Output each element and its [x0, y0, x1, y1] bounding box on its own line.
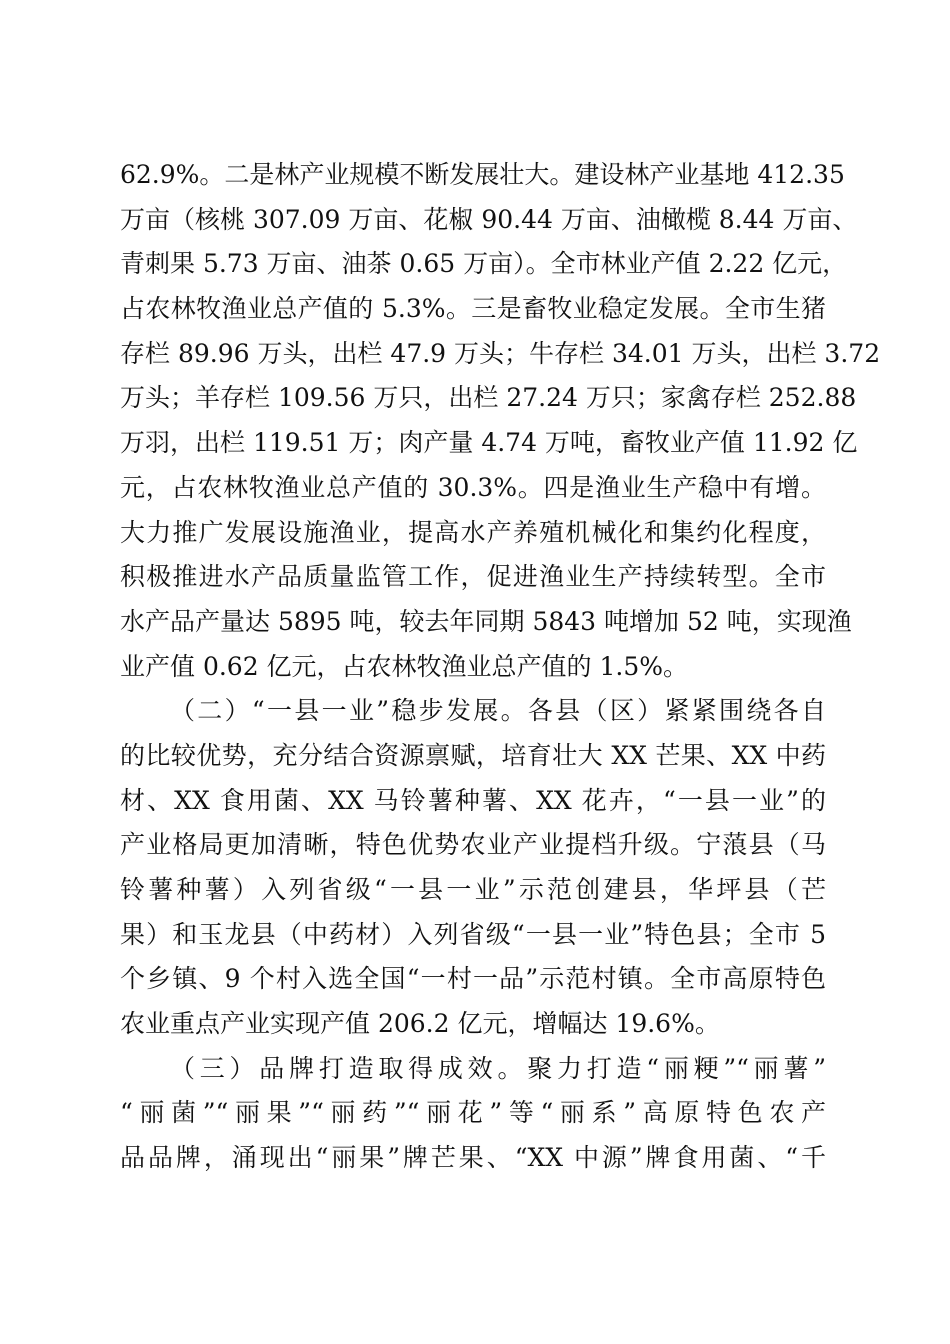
- text-line: 个乡镇、9 个村入选全国“一村一品”示范村镇。全市高原特色: [120, 964, 826, 994]
- text-line: 元，占农林牧渔业总产值的 30.3%。四是渔业生产稳中有增。: [120, 472, 826, 502]
- text-line: 品品牌，涌现出“丽果”牌芒果、“XX 中源”牌食用菌、“千: [120, 1143, 826, 1173]
- text-line: 水产品产量达 5895 吨，较去年同期 5843 吨增加 52 吨，实现渔: [120, 606, 852, 636]
- text-line: 积极推进水产品质量监管工作，促进渔业生产持续转型。全市: [120, 562, 826, 592]
- text-line: 果）和玉龙县（中药材）入列省级“一县一业”特色县；全市 5: [120, 919, 826, 949]
- text-line: 占农林牧渔业总产值的 5.3%。三是畜牧业稳定发展。全市生猪: [120, 294, 826, 324]
- text-line: 铃薯种薯）入列省级“一县一业”示范创建县，华坪县（芒: [120, 875, 826, 904]
- text-line: 材、XX 食用菌、XX 马铃薯种薯、XX 花卉，“一县一业”的: [120, 785, 826, 815]
- text-line: “丽菌”“丽果”“丽药”“丽花”等“丽系”高原特色农产: [120, 1098, 826, 1128]
- text-line: 62.9%。二是林产业规模不断发展壮大。建设林产业基地 412.35: [120, 160, 845, 189]
- text-line: 存栏 89.96 万头，出栏 47.9 万头；牛存栏 34.01 万头，出栏 3.72: [120, 338, 881, 368]
- paragraph-heading-line: （三）品牌打造取得成效。聚力打造“丽粳”“丽薯”: [170, 1053, 826, 1083]
- document-body: [120, 153, 881, 1181]
- text-line: 大力推广发展设施渔业，提高水产养殖机械化和集约化程度，: [120, 517, 826, 547]
- text-line: 业产值 0.62 亿元，占农林牧渔业总产值的 1.5%。: [120, 651, 689, 681]
- text-line: 的比较优势，充分结合资源禀赋，培育壮大 XX 芒果、XX 中药: [120, 740, 826, 770]
- text-line: 万羽，出栏 119.51 万；肉产量 4.74 万吨，畜牧业产值 11.92 亿: [120, 428, 858, 458]
- text-line: 农业重点产业实现产值 206.2 亿元，增幅达 19.6%。: [120, 1009, 720, 1039]
- text-line: 万亩（核桃 307.09 万亩、花椒 90.44 万亩、油橄榄 8.44 万亩、: [120, 204, 858, 234]
- livestock-forestry-fishery-paragraph: [120, 153, 881, 689]
- text-line: 万头；羊存栏 109.56 万只，出栏 27.24 万只；家禽存栏 252.88: [120, 383, 857, 413]
- text-line: 产业格局更加清晰，特色优势农业产业提档升级。宁蒗县（马: [120, 830, 826, 860]
- one-county-one-industry-paragraph: [120, 689, 826, 1047]
- brand-building-paragraph: [120, 1047, 826, 1181]
- paragraph-heading-line: （二）“一县一业”稳步发展。各县（区）紧紧围绕各自: [170, 696, 826, 726]
- text-line: 青刺果 5.73 万亩、油茶 0.65 万亩）。全市林业产值 2.22 亿元，: [120, 249, 848, 279]
